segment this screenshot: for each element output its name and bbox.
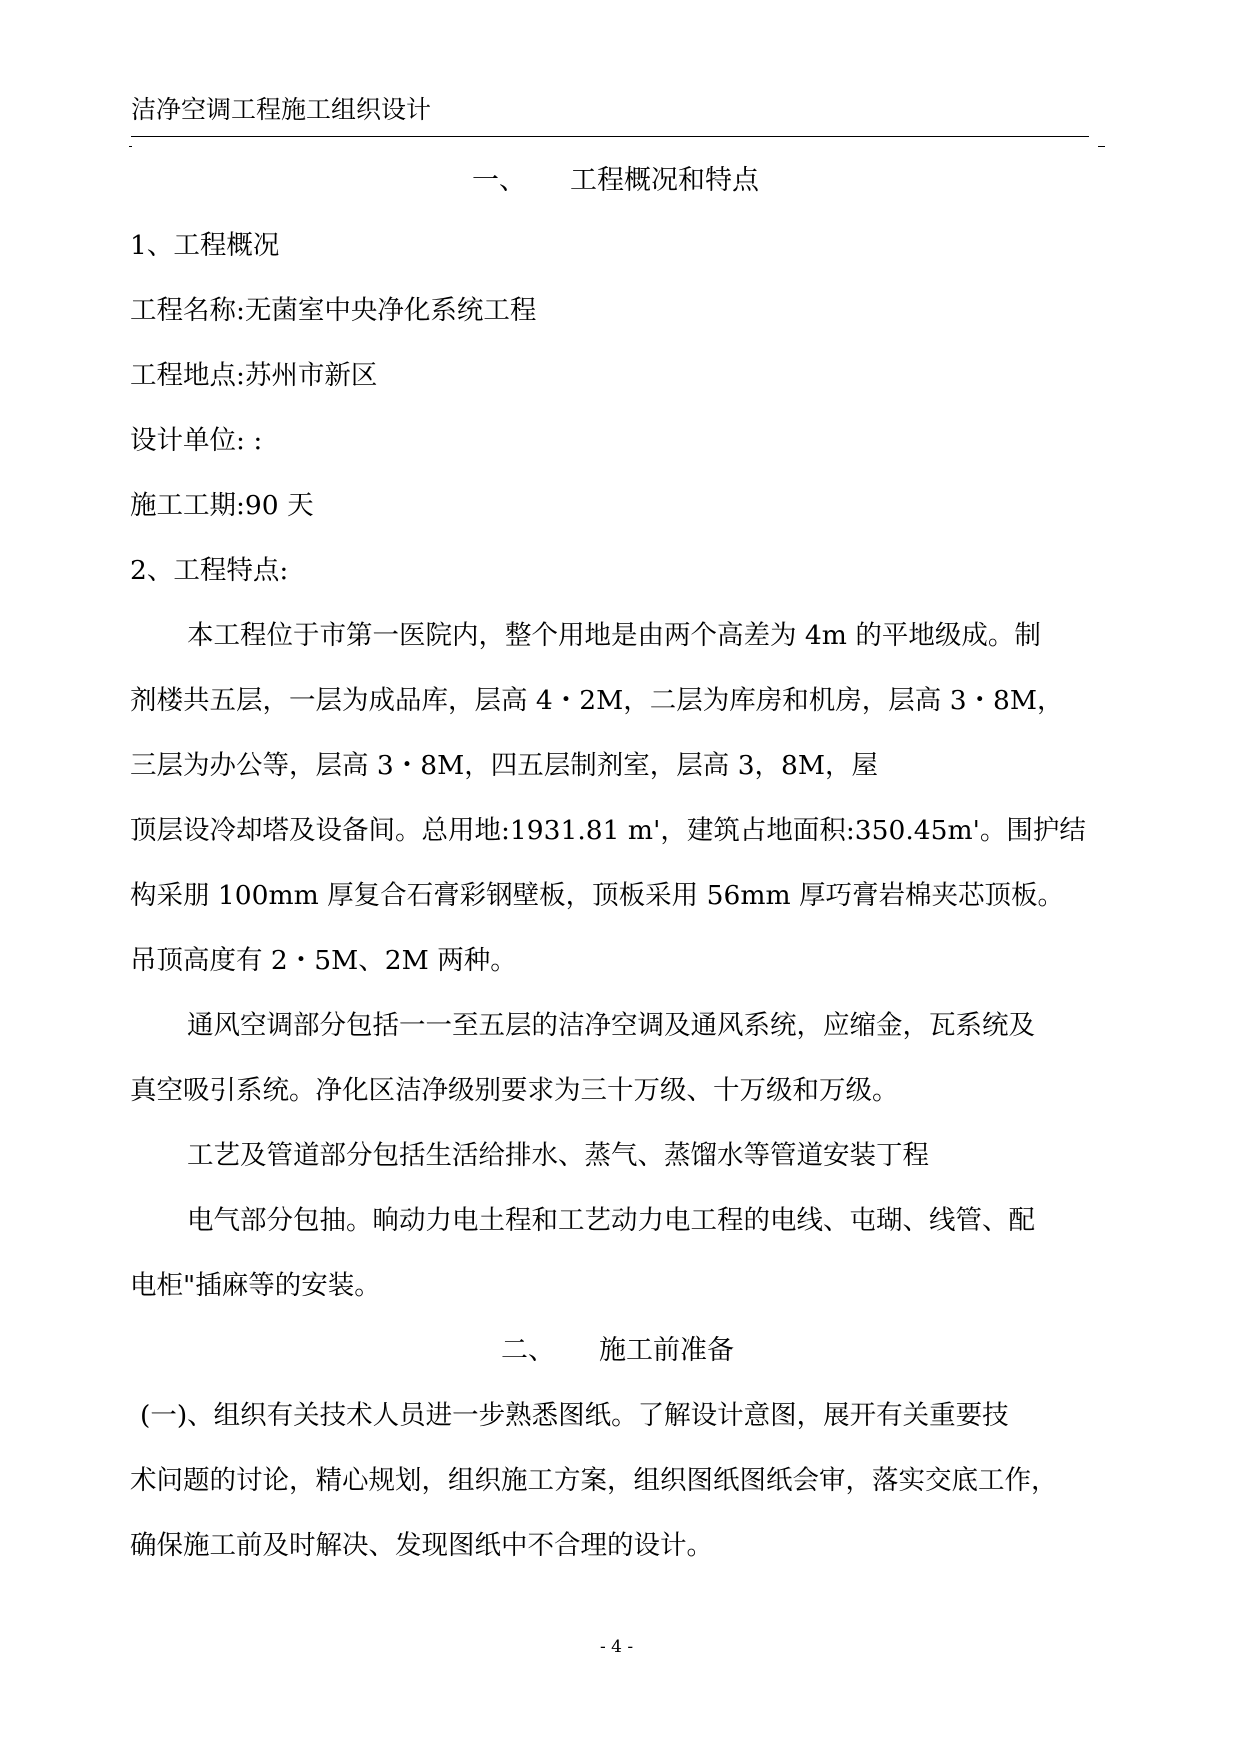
paragraph-line: 吊顶高度有 2・5M、2M 两种。 — [130, 945, 517, 976]
header-tick-left — [129, 146, 132, 147]
header-title: 洁净空调工程施工组织设计 — [131, 95, 432, 124]
paragraph-line: 构采朋 100mm 厚复合石膏彩钢壁板，顶板采用 56mm 厚巧膏岩棉夹芯顶板。 — [130, 880, 1065, 911]
paragraph-line: 通风空调部分包括一一至五层的洁净空调及通风系统，应缩金，瓦系统及 — [187, 1010, 1035, 1041]
paragraph-line: 顶层设冷却塔及设备间。总用地:1931.81 m'，建筑占地面积:350.45m'。围护结 — [130, 815, 1086, 846]
construction-period: 施工工期:90 天 — [130, 490, 314, 521]
header-rule — [131, 136, 1089, 137]
paragraph-line: 工艺及管道部分包括生活给排水、蒸气、蒸馏水等管道安装丁程 — [187, 1140, 929, 1171]
section-2-heading — [501, 1331, 734, 1371]
paragraph-line: (一)、组织有关技术人员进一步熟悉图纸。了解设计意图，展开有关重要技 — [140, 1400, 1009, 1431]
section-2-title: 施工前准备 — [599, 1335, 734, 1366]
section-1-number: 一、 — [472, 165, 526, 196]
paragraph-line: 真空吸引系统。净化区洁净级别要求为三十万级、十万级和万级。 — [130, 1075, 899, 1106]
paragraph-line: 电气部分包抽。晌动力电土程和工艺动力电工程的电线、屯瑚、线管、配 — [187, 1205, 1035, 1236]
header-tick-right — [1098, 146, 1105, 147]
section-1-title: 工程概况和特点 — [570, 165, 759, 196]
project-name: 工程名称:无菌室中央净化系统工程 — [130, 295, 537, 326]
paragraph-line: 电柜"插麻等的安装。 — [130, 1270, 381, 1301]
subheading-project-overview: 1、工程概况 — [130, 230, 280, 261]
page-number: - 4 - — [600, 1637, 634, 1657]
subheading-project-features: 2、工程特点: — [130, 555, 289, 586]
design-unit: 设计单位: : — [130, 425, 263, 456]
section-1-heading — [472, 161, 759, 201]
paragraph-line: 本工程位于市第一医院内，整个用地是由两个高差为 4m 的平地级成。制 — [187, 620, 1041, 651]
paragraph-line: 确保施工前及时解决、发现图纸中不合理的设计。 — [130, 1530, 713, 1561]
section-2-number: 二、 — [501, 1335, 555, 1366]
project-location: 工程地点:苏州市新区 — [130, 360, 378, 391]
paragraph-line: 三层为办公等，层高 3・8M，四五层制剂室，层高 3，8M，屋 — [130, 750, 879, 781]
paragraph-line: 术问题的讨论，精心规划，组织施工方案，组织图纸图纸会审，落实交底工作， — [130, 1465, 1058, 1496]
paragraph-line: 剂楼共五层，一层为成品库，层高 4・2M，二层为库房和机房，层高 3・8M， — [130, 685, 1064, 716]
